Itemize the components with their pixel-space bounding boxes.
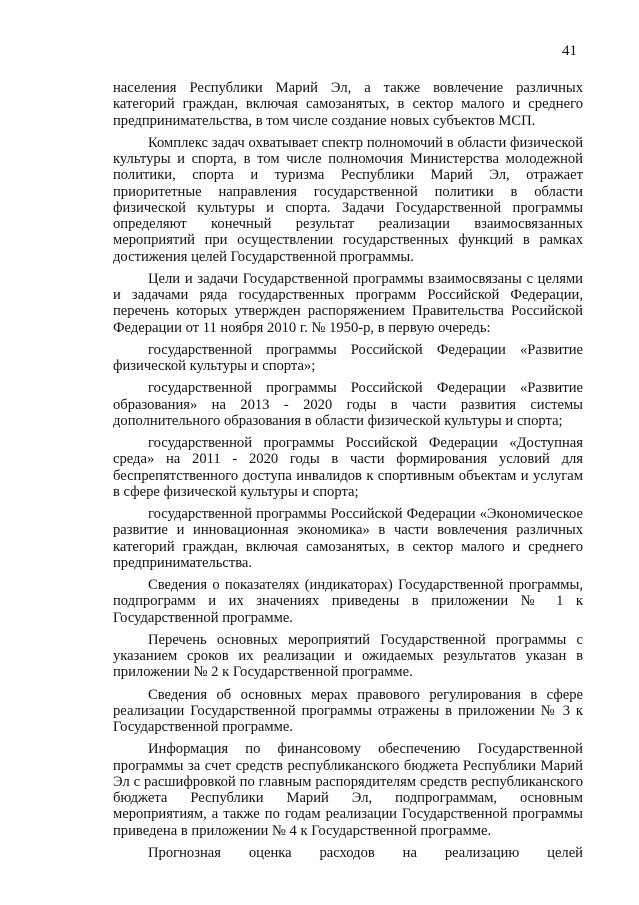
paragraph: Сведения об основных мерах правового регулирования в сфере реализации Государственной программы отражены в приложении № 3 к Государственной программе. — [113, 686, 583, 735]
paragraph: Перечень основных мероприятий Государственной программы с указанием сроков их реализации и ожидаемых результатов указан в приложении № 2 к Государственной программе. — [113, 631, 583, 681]
paragraph: Прогнозная оценка расходов на реализацию целей — [148, 844, 583, 861]
paragraph: Сведения о показателях (индикаторах) Государственной программы, подпрограмм и их значениях приведены в приложении № 1 к Государственной программе. — [113, 577, 583, 626]
list-item: государственной программы Российской Федерации «Развитие физической культуры и спорта»; — [113, 341, 583, 374]
body-text — [113, 80, 583, 867]
paragraph: Комплекс задач охватывает спектр полномочий в области физической культуры и спорта, в том числе полномочия Министерства молодежной политики, спорта и туризма Республики Марий Эл, отражает приоритетные направления государственной политики в области физической культуры и спорта. Задачи Государственной программы определяют конечный результат реализации взаимосвязанных мероприятий при осуществлении государственных функций в рамках достижения целей Государственной программы. — [113, 134, 583, 265]
page-number: 41 — [562, 43, 577, 59]
paragraph: Цели и задачи Государственной программы взаимосвязаны с целями и задачами ряда государственных программ Российской Федерации, перечень которых утвержден распоряжением Правительства Российской Федерации от 11 ноября 2010 г. № 1950-р, в первую очередь: — [113, 270, 583, 336]
list-item: государственной программы Российской Федерации «Экономическое развитие и инновационная экономика» в части вовлечения различных категорий граждан, включая самозанятых, в сектор малого и среднего предпринимательства. — [113, 506, 583, 571]
paragraph: населения Республики Марий Эл, а также вовлечение различных категорий граждан, включая самозанятых, в сектор малого и среднего предпринимательства, в том числе создание новых субъектов МСП. — [113, 80, 583, 129]
paragraph: Информация по финансовому обеспечению Государственной программы за счет средств республиканского бюджета Республики Марий Эл с расшифровкой по главным распорядителям средств республиканского бюджета Республики Марий Эл, подпрограммам, основным мероприятиям, а также по годам реализации Государственной программы приведена в приложении № 4 к Государственной программе. — [113, 741, 583, 839]
list-item: государственной программы Российской Федерации «Развитие образования» на 2013 - 2020 годы в части развития системы дополнительного образования в области физической культуры и спорта; — [113, 380, 583, 429]
list-item: государственной программы Российской Федерации «Доступная среда» на 2011 - 2020 годы в части формирования условий для беспрепятственного доступа инвалидов к спортивным объектам и услугам в сфере физической культуры и спорта; — [113, 435, 583, 500]
